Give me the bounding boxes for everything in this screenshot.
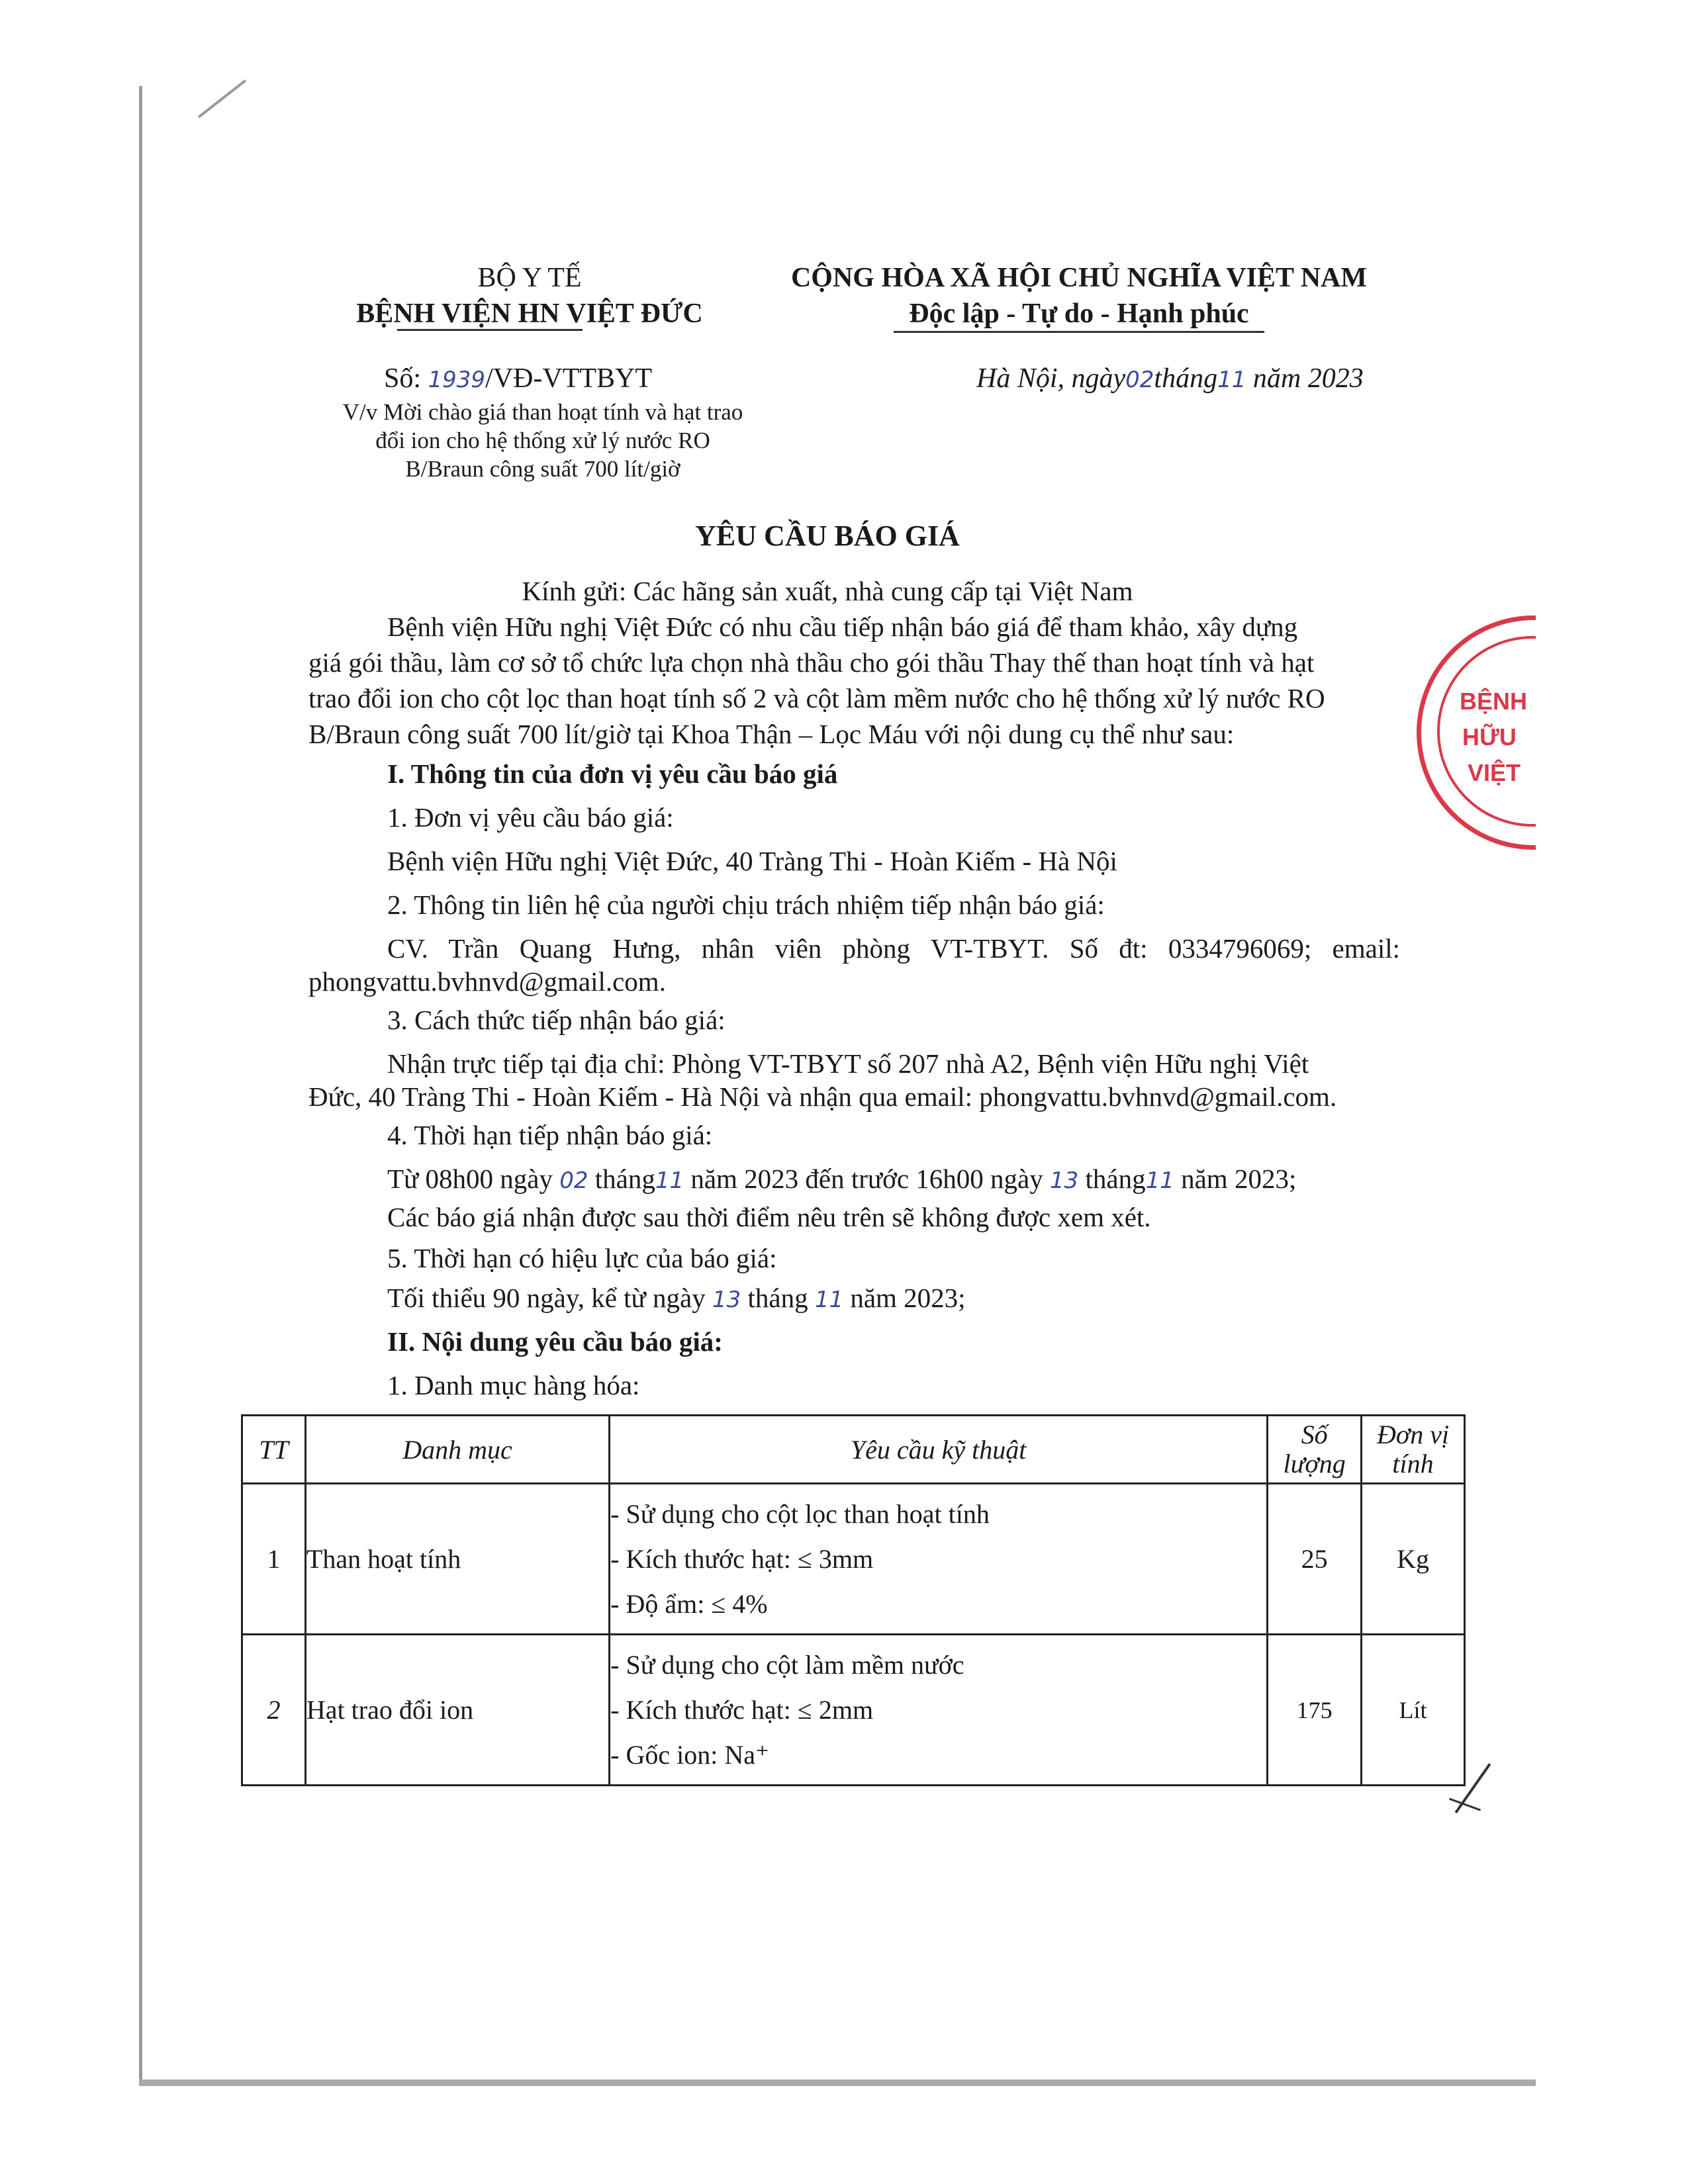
motto: Độc lập - Tự do - Hạnh phúc (909, 298, 1249, 329)
item4-text-d: tháng (1078, 1163, 1146, 1194)
row1-spec-3: - Độ ẩm: ≤ 4% (610, 1588, 768, 1619)
greeting: Kính gửi: Các hãng sản xuất, nhà cung cấp tại Việt Nam (522, 576, 1133, 606)
item5-text-a: Tối thiểu 90 ngày, kể từ ngày (387, 1283, 706, 1313)
header-qty-line2: lượng (1283, 1449, 1346, 1479)
red-stamp (1390, 596, 1536, 874)
section1-heading: I. Thông tin của đơn vị yêu cầu báo giá (387, 758, 838, 789)
item4-label: 4. Thời hạn tiếp nhận báo giá: (387, 1120, 713, 1150)
doc-number-handwritten: 1939 (428, 367, 486, 393)
header-unit (1362, 1416, 1465, 1484)
item2-label: 2. Thông tin liên hệ của người chịu trách nhiệm tiếp nhận báo giá: (387, 889, 1105, 920)
stamp-outer-ring (1417, 615, 1536, 850)
row2-spec-3: - Gốc ion: Na⁺ (610, 1739, 770, 1770)
item4-note: Các báo giá nhận được sau thời điểm nêu trên sẽ không được xem xét. (387, 1202, 1151, 1232)
item5-day-handwritten: 13 (712, 1287, 741, 1313)
item3-value-line1: Nhận trực tiếp tại địa chỉ: Phòng VT-TBYT số 207 nhà A2, Bệnh viện Hữu nghị Việt (387, 1048, 1309, 1079)
intro-line-2: giá gói thầu, làm cơ sở tổ chức lựa chọn nhà thầu cho gói thầu Thay thế than hoạt tính và hạt (308, 647, 1315, 678)
item4-text-a: Từ 08h00 ngày (387, 1163, 553, 1194)
row2-item: Hạt trao đổi ion (305, 1635, 609, 1786)
item4-text-e: năm 2023; (1174, 1163, 1297, 1194)
header-unit-line1: Đơn vị (1376, 1420, 1450, 1449)
item4-month1-handwritten: 11 (655, 1167, 684, 1194)
stamp-line-2: HỮU (1462, 723, 1517, 751)
hospital-underline (397, 329, 583, 331)
ministry-name: BỘ Y TẾ (477, 263, 582, 293)
doc-number-prefix: Số: (384, 363, 428, 394)
place-date (976, 363, 1364, 394)
row1-item: Than hoạt tính (305, 1484, 609, 1635)
doc-number-suffix: /VĐ-VTTBYT (485, 363, 653, 394)
item4-period (387, 1161, 1296, 1199)
document-title: YÊU CẦU BÁO GIÁ (695, 520, 960, 552)
item5-text-b: tháng (741, 1283, 808, 1313)
goods-list-label: 1. Danh mục hàng hóa: (387, 1370, 640, 1400)
header-spec: Yêu cầu kỹ thuật (610, 1416, 1268, 1484)
table-row (242, 1484, 1465, 1635)
header-tt: TT (242, 1416, 306, 1484)
row2-qty: 175 (1268, 1635, 1362, 1786)
header-unit-line2: tính (1392, 1449, 1434, 1479)
item4-month2-handwritten: 11 (1145, 1167, 1174, 1194)
scan-edge-bottom (139, 2079, 1536, 2086)
item3-value-line2: Đức, 40 Tràng Thi - Hoàn Kiếm - Hà Nội và nhận qua email: phongvattu.bvhnvd@gmail.com. (308, 1081, 1337, 1112)
header-qty-line1: Số (1301, 1420, 1328, 1449)
row1-spec (610, 1484, 1268, 1635)
item4-day2-handwritten: 13 (1049, 1167, 1079, 1194)
section2-heading: II. Nội dung yêu cầu báo giá: (387, 1326, 723, 1357)
pen-mark (198, 79, 246, 118)
item4-text-b: tháng (588, 1163, 655, 1194)
row1-spec-2: - Kích thước hạt: ≤ 3mm (610, 1543, 874, 1574)
month-label: tháng (1154, 363, 1218, 394)
row1-tt: 1 (242, 1484, 306, 1635)
header-qty (1268, 1416, 1362, 1484)
year-label: năm 2023 (1252, 363, 1364, 394)
item5-month-handwritten: 11 (814, 1287, 844, 1313)
stamp-line-3: VIỆT (1468, 759, 1521, 786)
item5-label: 5. Thời hạn có hiệu lực của báo giá: (387, 1243, 777, 1273)
table-row (242, 1635, 1465, 1786)
scan-edge-left (139, 86, 142, 2085)
row2-spec-1: - Sử dụng cho cột làm mềm nước (610, 1649, 964, 1680)
row2-spec (610, 1635, 1268, 1786)
subject-line-2: đổi ion cho hệ thống xử lý nước RO (375, 428, 710, 453)
row2-unit: Lít (1362, 1635, 1465, 1786)
item5-text-c: năm 2023; (843, 1283, 966, 1313)
intro-line-1: Bệnh viện Hữu nghị Việt Đức có nhu cầu tiếp nhận báo giá để tham khảo, xây dựng (387, 612, 1298, 642)
nation-title: CỘNG HÒA XÃ HỘI CHỦ NGHĨA VIỆT NAM (790, 263, 1368, 293)
document-number (384, 363, 652, 394)
item4-text-c: năm 2023 đến trước 16h00 ngày (684, 1163, 1043, 1194)
hospital-name: BỆNH VIỆN HN VIỆT ĐỨC (356, 298, 703, 329)
goods-table (241, 1414, 1466, 1786)
stamp-line-1: BỆNH (1460, 688, 1528, 715)
date-month-handwritten: 11 (1217, 367, 1246, 393)
intro-line-4: B/Braun công suất 700 lít/giờ tại Khoa Thận – Lọc Máu với nội dung cụ thể như sau: (308, 719, 1235, 749)
item1-value: Bệnh viện Hữu nghị Việt Đức, 40 Tràng Thi - Hoàn Kiếm - Hà Nội (387, 846, 1117, 876)
item2-value-line2: phongvattu.bvhnvd@gmail.com. (308, 966, 666, 997)
item4-day1-handwritten: 02 (559, 1167, 588, 1194)
item1-label: 1. Đơn vị yêu cầu báo giá: (387, 802, 674, 833)
row1-spec-1: - Sử dụng cho cột lọc than hoạt tính (610, 1498, 990, 1529)
item3-label: 3. Cách thức tiếp nhận báo giá: (387, 1005, 726, 1035)
subject-line-3: B/Braun công suất 700 lít/giờ (405, 456, 680, 482)
row2-spec-2: - Kích thước hạt: ≤ 2mm (610, 1694, 874, 1725)
item5-validity (387, 1280, 966, 1318)
table-header-row (242, 1416, 1465, 1484)
intro-line-3: trao đổi ion cho cột lọc than hoạt tính số 2 và cột làm mềm nước cho hệ thống xử lý nước RO (308, 683, 1325, 713)
row2-tt: 2 (242, 1635, 306, 1786)
subject-line-1: V/v Mời chào giá than hoạt tính và hạt trao (342, 399, 743, 425)
row1-qty: 25 (1268, 1484, 1362, 1635)
date-day-handwritten: 02 (1125, 367, 1154, 393)
item2-value-line1: CV. Trần Quang Hưng, nhân viên phòng VT-TBYT. Số đt: 0334796069; email: (387, 933, 1400, 964)
row1-unit: Kg (1362, 1484, 1465, 1635)
motto-underline (894, 331, 1264, 333)
place-date-prefix: Hà Nội, ngày (976, 363, 1126, 394)
header-item: Danh mục (305, 1416, 609, 1484)
